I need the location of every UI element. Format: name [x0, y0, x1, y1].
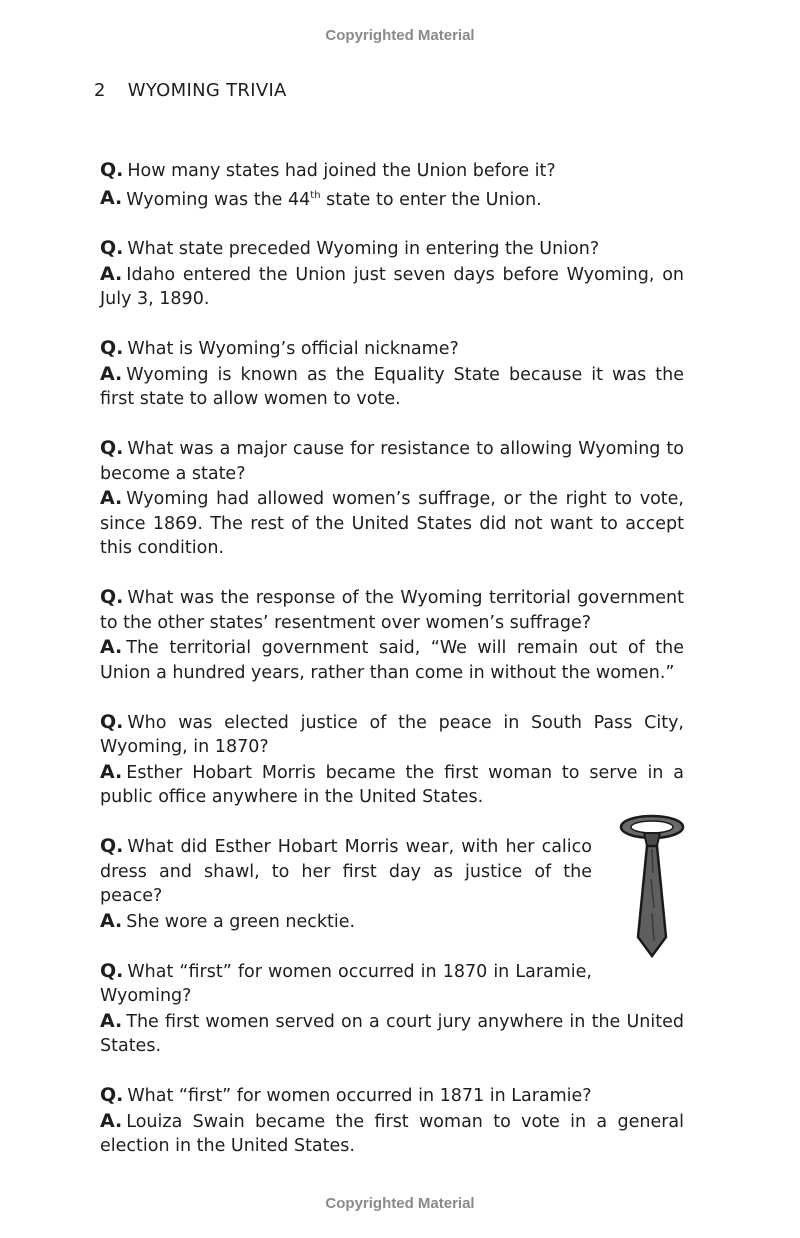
question	[100, 336, 684, 362]
a-label: A.	[100, 362, 123, 385]
q-label: Q.	[100, 159, 124, 181]
question-text: What was the response of the Wyoming territorial government to the other states’ resentment over women’s suffrage?	[100, 588, 684, 633]
answer-text: The first women served on a court jury anywhere in the United States.	[100, 1011, 684, 1057]
a-label: A.	[100, 487, 123, 510]
qa-item-3	[100, 336, 684, 412]
q-label: Q.	[100, 710, 124, 733]
answer	[100, 362, 684, 412]
question	[100, 1083, 684, 1109]
a-label: A.	[100, 1009, 123, 1032]
answer	[100, 486, 684, 561]
running-title: WYOMING TRIVIA	[127, 80, 287, 101]
question	[100, 834, 592, 909]
answer	[100, 635, 684, 685]
question-text: Who was elected justice of the peace in South Pass City, Wyoming, in 1870?	[100, 712, 684, 758]
question-text: What is Wyoming’s official nickname?	[127, 339, 459, 360]
answer-text: Wyoming is known as the Equality State because it was the first state to allow women to vote.	[100, 364, 684, 410]
qa-item-6	[100, 710, 684, 810]
question-text: What was a major cause for resistance to allowing Wyoming to become a state?	[100, 439, 684, 484]
question	[100, 158, 684, 184]
question-text: What state preceded Wyoming in entering the Union?	[127, 239, 600, 260]
q-label: Q.	[100, 835, 124, 858]
page-number: 2	[94, 80, 106, 101]
running-head	[94, 80, 287, 101]
qa-item-2	[100, 236, 684, 312]
answer	[100, 909, 592, 935]
question-text: What did Esther Hobart Morris wear, with her calico dress and shawl, to her first day as justice of the peace?	[100, 837, 592, 907]
answer-text-cont: state to enter the Union.	[320, 189, 542, 210]
answer-text: Wyoming was the 44	[126, 189, 311, 210]
a-label: A.	[100, 909, 123, 932]
answer-text: The territorial government said, “We will remain out of the Union a hundred years, rather than come in without the women.”	[100, 638, 684, 683]
answer	[100, 262, 684, 312]
ordinal-suffix: th	[310, 189, 321, 201]
q-label: Q.	[100, 337, 124, 360]
answer	[100, 1009, 684, 1059]
question	[100, 959, 592, 1009]
qa-item-8	[100, 959, 684, 1059]
answer	[100, 760, 684, 810]
necktie-icon	[616, 813, 688, 961]
question-text: What “first” for women occurred in 1871 in Laramie?	[127, 1086, 592, 1107]
answer-text: Idaho entered the Union just seven days before Wyoming, on July 3, 1890.	[100, 264, 684, 310]
a-label: A.	[100, 262, 123, 285]
a-label: A.	[100, 760, 123, 783]
qa-item-9	[100, 1083, 684, 1159]
answer-text: She wore a green necktie.	[126, 911, 356, 932]
trivia-body	[100, 158, 684, 1183]
qa-item-4	[100, 436, 684, 561]
answer-text: Louiza Swain became the first woman to vote in a general election in the United States.	[100, 1111, 684, 1157]
tie-knot	[644, 833, 660, 846]
collar-opening	[631, 821, 673, 833]
necktie-illustration	[621, 816, 683, 956]
q-label: Q.	[100, 1084, 124, 1107]
q-label: Q.	[100, 586, 124, 609]
answer	[100, 1109, 684, 1159]
question-text: What “first” for women occurred in 1870 in Laramie, Wyoming?	[100, 961, 592, 1007]
question	[100, 236, 684, 262]
answer	[100, 184, 684, 212]
qa-item-1	[100, 158, 684, 212]
a-label: A.	[100, 636, 123, 659]
question-text: How many states had joined the Union before it?	[127, 161, 556, 181]
q-label: Q.	[100, 237, 124, 260]
question	[100, 436, 684, 486]
answer-text: Wyoming had allowed women’s suffrage, or the right to vote, since 1869. The rest of the United States did not want to accept this condition.	[100, 489, 684, 559]
qa-item-7	[100, 834, 684, 934]
question	[100, 710, 684, 760]
a-label: A.	[100, 187, 123, 210]
copyright-notice-top: Copyrighted Material	[325, 27, 475, 44]
qa-item-5	[100, 585, 684, 685]
a-label: A.	[100, 1109, 123, 1132]
copyright-notice-bottom: Copyrighted Material	[325, 1195, 475, 1212]
q-label: Q.	[100, 959, 124, 982]
question	[100, 585, 684, 635]
answer-text: Esther Hobart Morris became the first woman to serve in a public office anywhere in the United States.	[100, 762, 684, 808]
q-label: Q.	[100, 437, 124, 460]
